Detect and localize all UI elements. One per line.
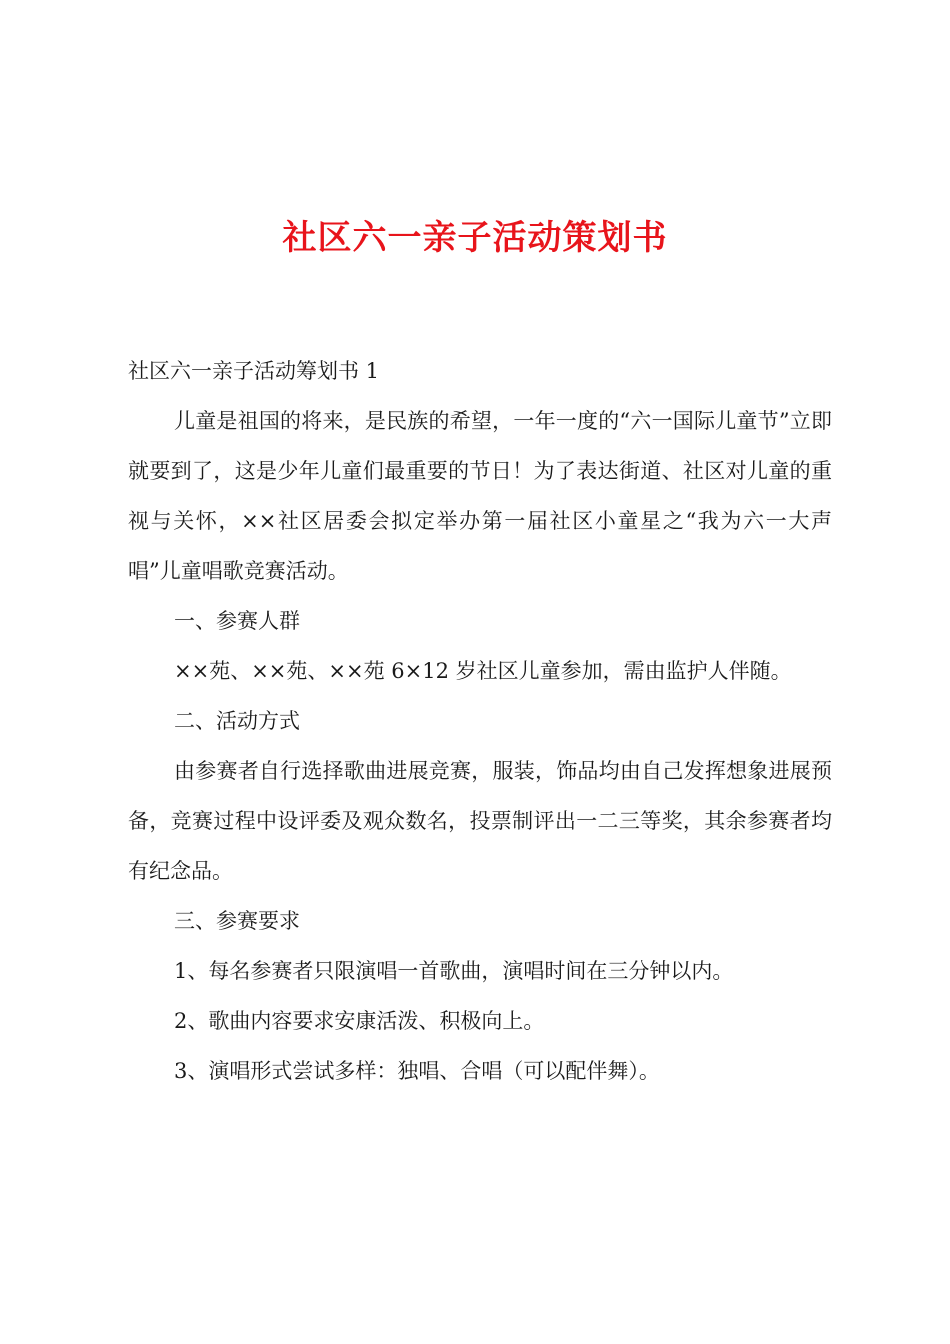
section-1-body: ××苑、××苑、××苑 6×12 岁社区儿童参加，需由监护人伴随。 <box>174 659 792 683</box>
section-2-body: 由参赛者自行选择歌曲进展竞赛，服装，饰品均由自己发挥想象进展预备，竞赛过程中设评委及观众数名，投票制评出一二三等奖，其余参赛者均有纪念品。 <box>128 759 832 883</box>
section-2-heading: 二、活动方式 <box>174 709 300 733</box>
requirement-2: 2、歌曲内容要求安康活泼、积极向上。 <box>174 1009 545 1033</box>
requirement-3: 3、演唱形式尝试多样：独唱、合唱（可以配伴舞）。 <box>174 1059 660 1083</box>
requirement-1: 1、每名参赛者只限演唱一首歌曲，演唱时间在三分钟以内。 <box>174 959 734 983</box>
intro-paragraph: 儿童是祖国的将来，是民族的希望，一年一度的“六一国际儿童节”立即就要到了，这是少年儿童们最重要的节日！为了表达街道、社区对儿童的重视与关怀，××社区居委会拟定举办第一届社区小童星之“我为六一大声唱”儿童唱歌竞赛活动。 <box>128 409 832 583</box>
document-title: 社区六一亲子活动策划书 <box>282 218 668 258</box>
document-subtitle: 社区六一亲子活动筹划书 1 <box>128 359 380 383</box>
section-3-heading: 三、参赛要求 <box>174 909 300 933</box>
section-1-heading: 一、参赛人群 <box>174 609 300 633</box>
document-body <box>128 346 832 1096</box>
